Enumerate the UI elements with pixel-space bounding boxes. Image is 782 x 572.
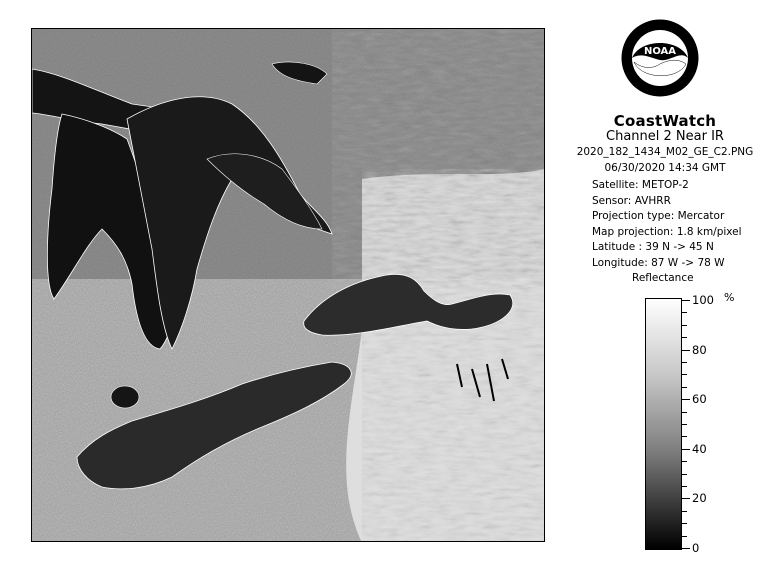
colorbar-tick — [682, 300, 690, 301]
colorbar-minor-tick — [682, 461, 687, 462]
colorbar-minor-tick — [682, 325, 687, 326]
reflectance-colorbar — [645, 298, 682, 550]
legend-title: Reflectance — [632, 272, 694, 284]
metadata-label: Map projection: — [592, 225, 674, 238]
metadata-item — [592, 225, 742, 241]
metadata-label: Sensor: — [592, 194, 632, 207]
metadata-value: METOP-2 — [638, 179, 689, 191]
acquisition-datetime: 06/30/2020 14:34 GMT — [604, 162, 726, 174]
colorbar-minor-tick — [682, 511, 687, 512]
colorbar-minor-tick — [682, 337, 687, 338]
product-name: Channel 2 Near IR — [606, 129, 724, 144]
colorbar-minor-tick — [682, 486, 687, 487]
colorbar-tick-label: 80 — [692, 343, 707, 357]
colorbar-minor-tick — [682, 424, 687, 425]
colorbar-tick — [682, 498, 690, 499]
metadata-item — [592, 209, 742, 225]
colorbar-minor-tick — [682, 412, 687, 413]
metadata-label: Satellite: — [592, 179, 639, 191]
colorbar-minor-tick — [682, 362, 687, 363]
lake-st-clair — [111, 386, 139, 408]
metadata-value: 87 W -> 78 W — [647, 256, 725, 269]
brand-title: CoastWatch — [613, 112, 717, 130]
colorbar-minor-tick — [682, 374, 687, 375]
logo-text: NOAA — [643, 46, 677, 57]
colorbar-minor-tick — [682, 536, 687, 537]
metadata-item — [592, 194, 742, 210]
noaa-logo-icon — [620, 18, 700, 98]
colorbar-tick — [682, 449, 690, 450]
satellite-map — [31, 28, 545, 542]
colorbar-minor-tick — [682, 387, 687, 388]
colorbar-tick — [682, 548, 690, 549]
colorbar-minor-tick — [682, 312, 687, 313]
colorbar-tick-label: 20 — [692, 491, 707, 505]
legend-unit: % — [724, 291, 735, 304]
metadata-list — [592, 178, 742, 272]
metadata-item — [592, 240, 742, 256]
metadata-value: 39 N -> 45 N — [642, 241, 714, 254]
metadata-item — [592, 178, 742, 194]
metadata-label: Latitude : — [592, 241, 643, 254]
colorbar-tick-label: 60 — [692, 392, 707, 406]
file-name: 2020_182_1434_M02_GE_C2.PNG — [576, 146, 754, 158]
colorbar-tick-label: 0 — [692, 541, 700, 555]
colorbar-minor-tick — [682, 474, 687, 475]
colorbar-minor-tick — [682, 523, 687, 524]
colorbar-tick-label: 100 — [692, 293, 714, 307]
metadata-value: 1.8 km/pixel — [673, 225, 742, 238]
metadata-label: Projection type: — [592, 210, 675, 223]
metadata-label: Longitude: — [592, 256, 648, 269]
colorbar-minor-tick — [682, 436, 687, 437]
colorbar-tick-label: 40 — [692, 442, 707, 456]
metadata-value: Mercator — [674, 210, 725, 223]
metadata-item — [592, 256, 742, 272]
colorbar-tick — [682, 350, 690, 351]
colorbar-tick — [682, 399, 690, 400]
metadata-value: AVHRR — [631, 194, 671, 207]
